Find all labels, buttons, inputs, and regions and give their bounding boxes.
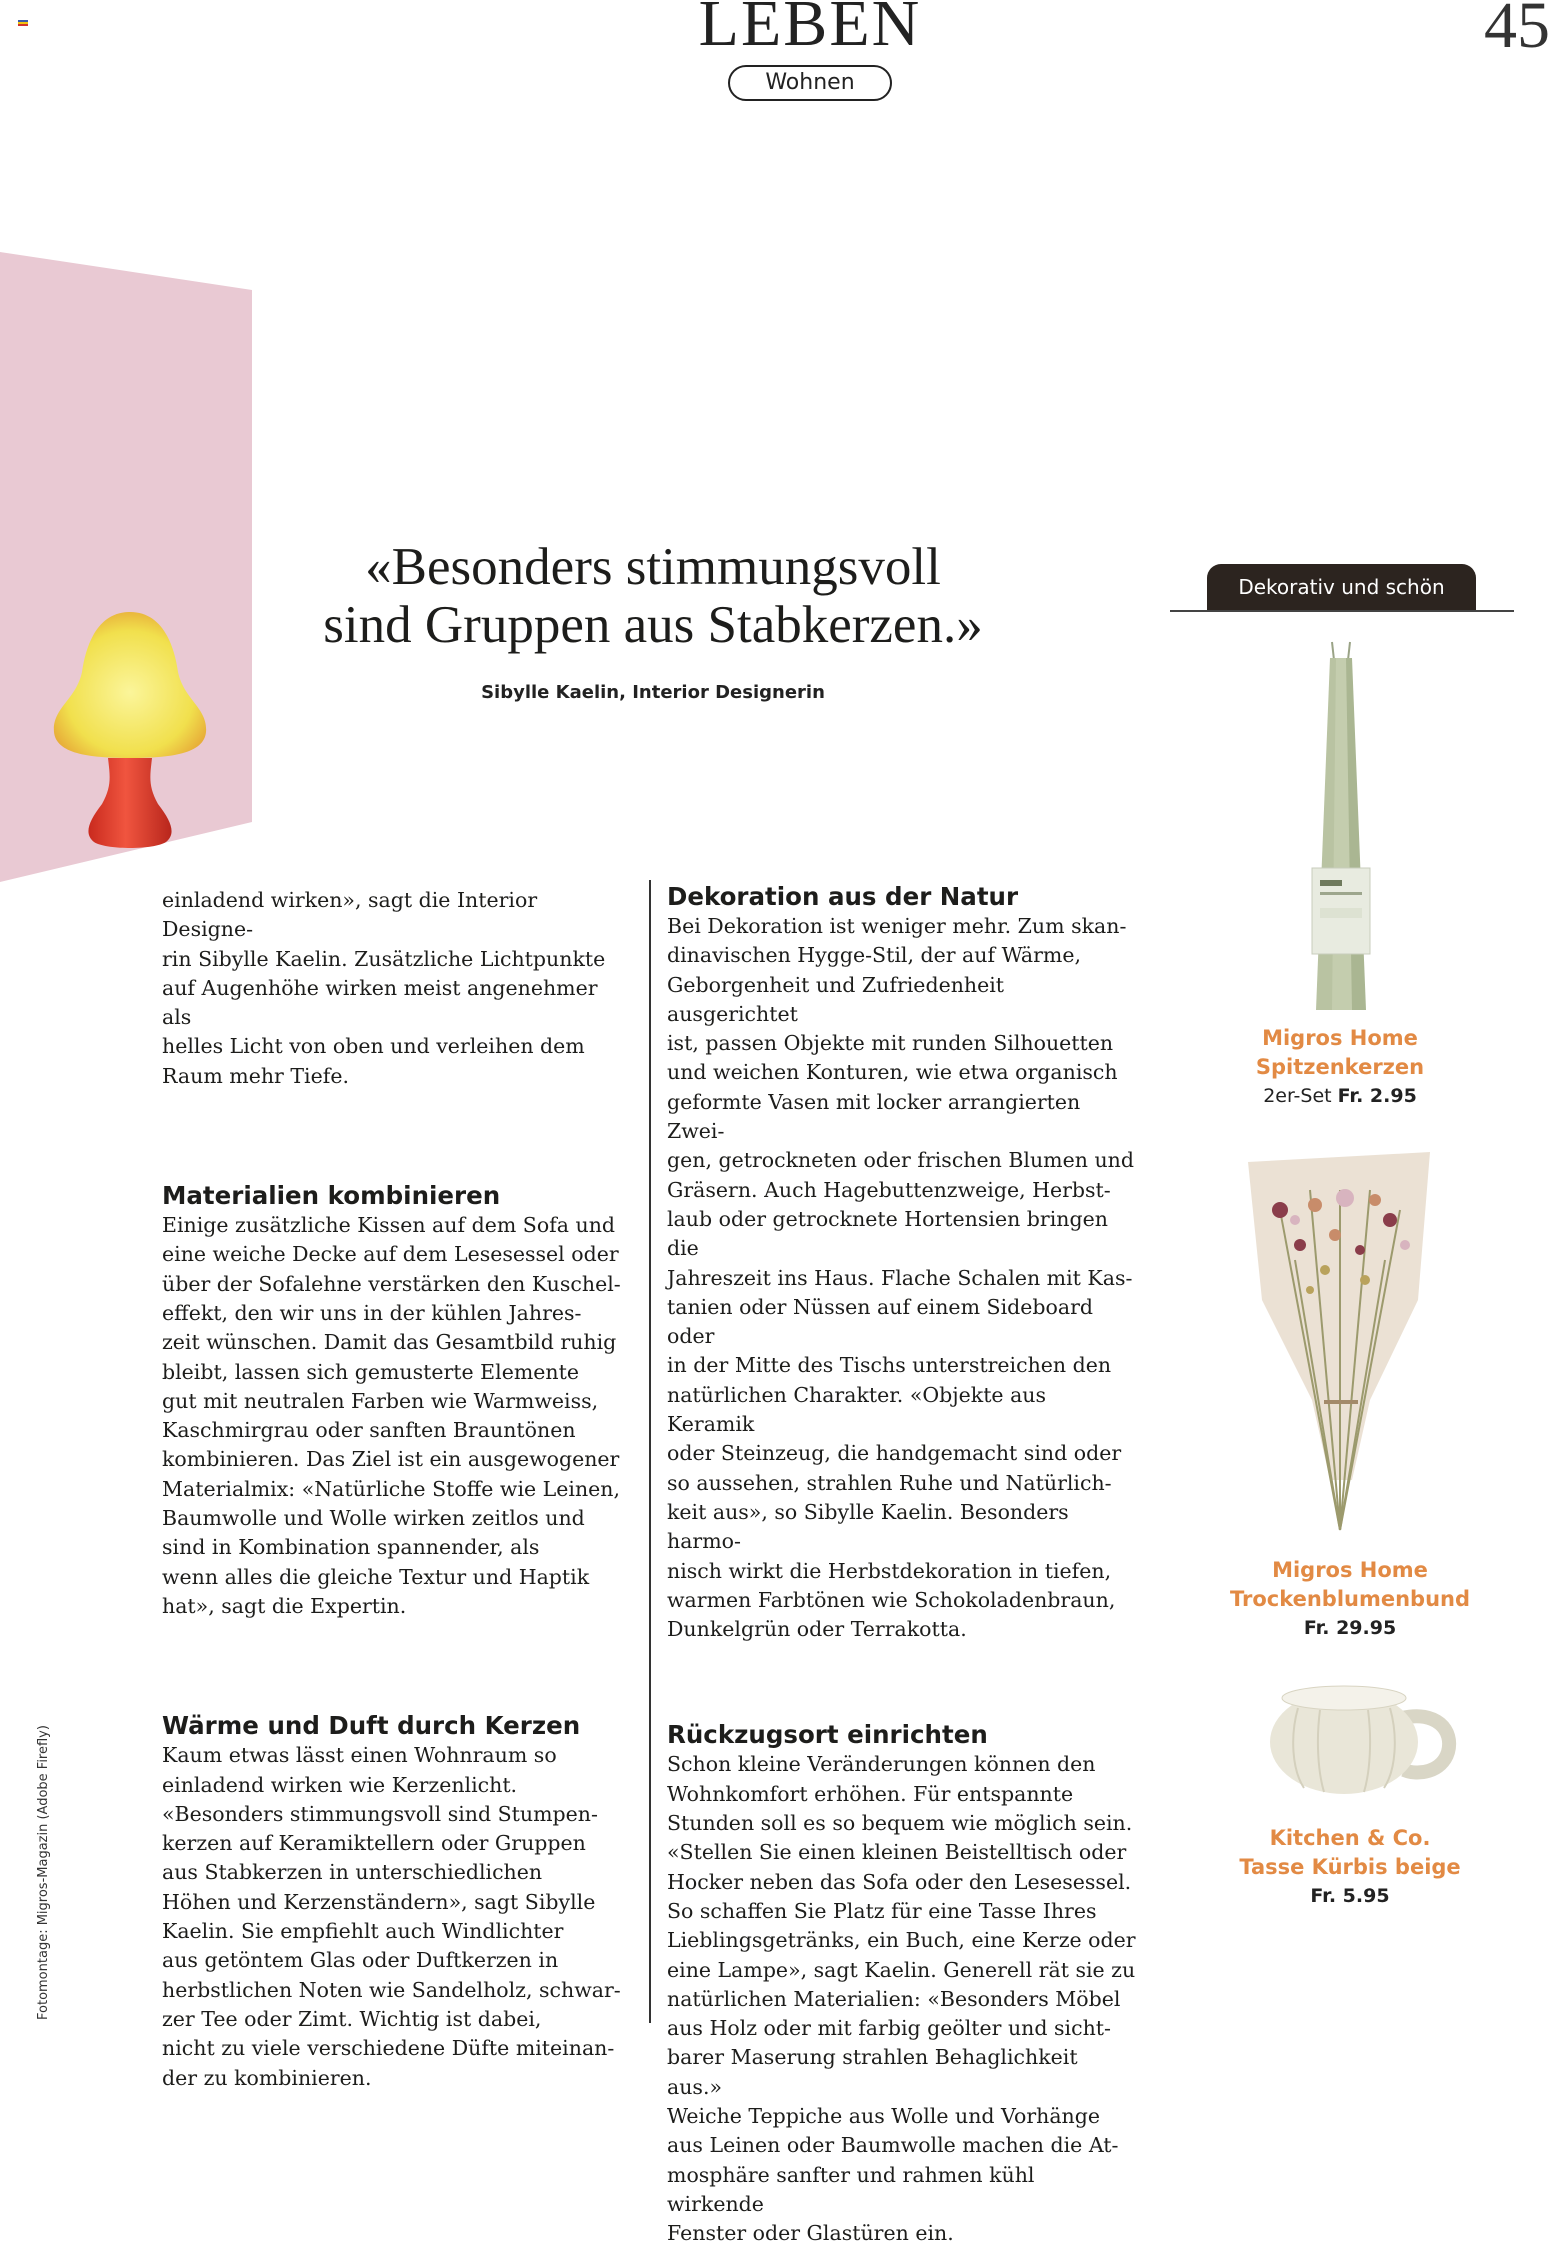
- retreat-paragraph: Schon kleine Veränderungen können den Wohnkomfort erhöhen. Für entspannte Stunden soll es so bequem wie möglich sein. «Stellen Sie einen kleinen Beistelltisch oder Hocker neben das Sofa oder den Lesesessel. So schaffen Sie Platz für eine Tasse Ihres Lieblingsgetränks, ein Buch, eine Kerze oder eine Lampe», sagt Kaelin. Generell rät sie zu natürlichen Materialien: «Besonders Möbel aus Holz oder mit farbig geölter und sicht- barer Maserung strahlen Behaglichkeit aus.» Weiche Teppiche aus Wolle und Vorhänge aus Leinen oder Baumwolle machen die At- mosphäre sanfter und rahmen kühl wirkende Fenster oder Glastüren ein.: [667, 1752, 1136, 2246]
- retreat-heading: Rückzugsort einrichten: [667, 1720, 988, 1750]
- section-title: LEBEN: [698, 0, 922, 60]
- product-price: Fr. 2.95: [1337, 1085, 1417, 1107]
- intro-paragraph: einladend wirken», sagt die Interior Designe- rin Sibylle Kaelin. Zusätzliche Lichtpunkte auf Augenhöhe wirken meist angenehmer als helles Licht von oben und verleihen dem Raum mehr Tiefe.: [162, 888, 606, 1088]
- pull-quote-line-2: sind Gruppen aus Stabkerzen.»: [323, 596, 983, 654]
- product-name: Spitzenkerzen: [1255, 1055, 1425, 1079]
- product-brand: Migros Home: [1272, 1558, 1428, 1582]
- pumpkin-mug-product-image: [1268, 1680, 1460, 1796]
- left-column: [162, 886, 632, 2093]
- product-card-candles: [1200, 1024, 1480, 1110]
- product-price-line: [1210, 1614, 1490, 1642]
- dried-flowers-product-image: [1240, 1150, 1440, 1540]
- category-tag: Wohnen: [728, 65, 892, 101]
- nature-heading: Dekoration aus der Natur: [667, 882, 1019, 911]
- product-brand: Migros Home: [1262, 1026, 1418, 1050]
- nature-paragraph: Bei Dekoration ist weniger mehr. Zum skan- dinavischen Hygge-Stil, der auf Wärme, Geborgenheit und Zufriedenheit ausgerichtet ist, passen Objekte mit runden Silhouetten und weichen Konturen, wie etwa organisch geformte Vasen mit locker arrangierten Zwei- gen, getrockneten oder frischen Blumen und Gräsern. Auch Hagebuttenzweige, Herbst- laub oder getrocknete Hortensien bringen die Jahreszeit ins Haus. Flache Schalen mit Kas- tanien oder Nüssen auf einem Sideboard oder in der Mitte des Tischs unterstreichen den natürlichen Charakter. «Objekte aus Keramik oder Steinzeug, die handgemacht sind oder so aussehen, strahlen Ruhe und Natürlich- keit aus», so Sibylle Kaelin. Besonders harmo- nisch wirkt die Herbstdekoration in tiefen, warmen Farbtönen wie Schokoladenbraun, Dunkelgrün oder Terrakotta.: [667, 914, 1135, 1642]
- materials-heading: Materialien kombinieren: [162, 1181, 501, 1211]
- lamp-illustration: [50, 608, 210, 853]
- product-name: Tasse Kürbis beige: [1239, 1855, 1461, 1879]
- product-price-line: [1200, 1082, 1480, 1110]
- product-name: Trockenblumenbund: [1229, 1587, 1471, 1611]
- product-price: Fr. 29.95: [1303, 1617, 1397, 1639]
- product-qualifier: 2er-Set: [1263, 1085, 1332, 1107]
- candles-product-image: [1286, 640, 1396, 1016]
- quote-author: Sibylle Kaelin, Interior Designerin: [481, 682, 825, 703]
- product-brand: Kitchen & Co.: [1269, 1826, 1431, 1850]
- product-price: Fr. 5.95: [1310, 1885, 1390, 1907]
- photo-credit: Fotomontage: Migros-Magazin (Adobe Firefly): [36, 1725, 51, 2020]
- column-divider: [649, 880, 651, 2023]
- pull-quote: [290, 538, 1016, 654]
- product-card-mug: [1210, 1824, 1490, 1910]
- sidebar-rule: [1170, 610, 1514, 612]
- materials-paragraph: Einige zusätzliche Kissen auf dem Sofa und eine weiche Decke auf dem Lesesessel oder über der Sofalehne verstärken den Kuschel- effekt, den wir uns in der kühlen Jahres- zeit wünschen. Damit das Gesamtbild ruhig bleibt, lassen sich gemusterte Elemente gut mit neutralen Farben wie Warmweiss, Kaschmirgrau oder sanften Brauntönen kombinieren. Das Ziel ist ein ausgewogener Materialmix: «Natürliche Stoffe wie Leinen, Baumwolle und Wolle wirken zeitlos und sind in Kombination spannender, als wenn alles die gleiche Textur und Haptik hat», sagt die Expertin.: [162, 1213, 621, 1618]
- product-price-line: [1210, 1882, 1490, 1910]
- candles-heading: Wärme und Duft durch Kerzen: [162, 1711, 581, 1741]
- sidebar-tab: Dekorativ und schön: [1207, 564, 1476, 610]
- pull-quote-line-1: «Besonders stimmungsvoll: [365, 538, 941, 596]
- middle-column: [667, 882, 1137, 2248]
- page-number: 45: [1484, 0, 1550, 62]
- candles-paragraph: Kaum etwas lässt einen Wohnraum so einladend wirken wie Kerzenlicht. «Besonders stimmungsvoll sind Stumpen- kerzen auf Keramiktellern oder Gruppen aus Stabkerzen in unterschiedlichen Höhen und Kerzenständern», sagt Sibylle Kaelin. Sie empfiehlt auch Windlichter aus getöntem Glas oder Duftkerzen in herbstlichen Noten wie Sandelholz, schwar- zer Tee oder Zimt. Wichtig ist dabei, nicht zu viele verschiedene Düfte miteinan- der zu kombinieren.: [162, 1743, 621, 2090]
- product-card-dried-flowers: [1210, 1556, 1490, 1642]
